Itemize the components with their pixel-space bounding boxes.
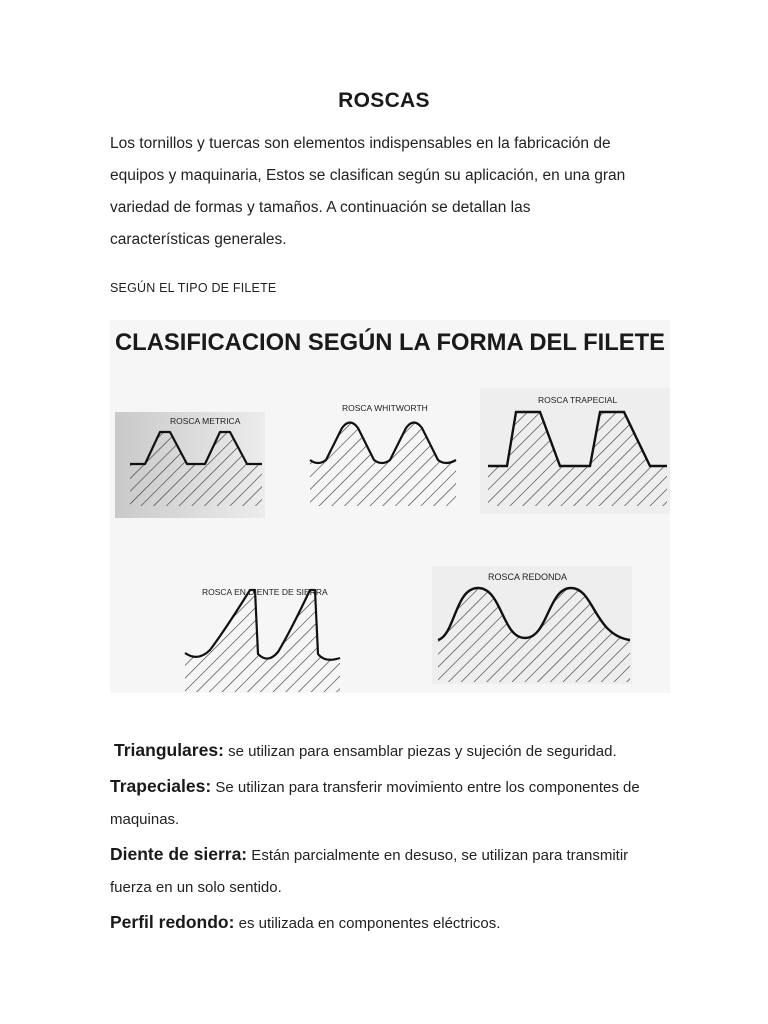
- thread-classification-figure: [110, 320, 670, 693]
- intro-line: Los tornillos y tuercas son elementos indispensables en la fabricación de: [110, 135, 611, 152]
- intro-line: variedad de formas y tamaños. A continuación se detallan las: [110, 199, 531, 216]
- metric-thread-profile: [115, 412, 265, 518]
- round-thread-label: ROSCA REDONDA: [488, 572, 568, 582]
- type-description: Se utilizan para transferir movimiento entre los componentes de maquinas.: [110, 779, 640, 828]
- type-item-triangulares: [114, 734, 617, 768]
- whitworth-thread-label: ROSCA WHITWORTH: [342, 403, 428, 413]
- round-thread-profile: [432, 566, 632, 684]
- type-term: Diente de sierra:: [110, 844, 248, 864]
- buttress-thread-label: ROSCA EN DIENTE DE SIERRA: [202, 587, 328, 597]
- type-term: Perfil redondo:: [110, 912, 235, 932]
- section-subheading: SEGÚN EL TIPO DE FILETE: [110, 281, 277, 295]
- intro-line: equipos y maquinaria, Estos se clasifican según su aplicación, en una gran: [110, 167, 626, 184]
- trapezoidal-thread-label: ROSCA TRAPECIAL: [538, 395, 618, 405]
- figure-title: CLASIFICACION SEGÚN LA FORMA DEL FILETE: [115, 329, 670, 356]
- type-description: es utilizada en componentes eléctricos.: [234, 915, 501, 932]
- type-term: Trapeciales:: [110, 776, 212, 796]
- page-title: ROSCAS: [338, 89, 430, 112]
- type-description: se utilizan para ensamblar piezas y sujeción de seguridad.: [223, 743, 617, 760]
- trapezoidal-thread-profile: [480, 388, 670, 514]
- thread-profiles-diagram: [110, 320, 670, 693]
- intro-line: características generales.: [110, 231, 287, 248]
- whitworth-thread-profile: [310, 403, 456, 506]
- type-item-perfil-redondo: [110, 906, 500, 940]
- metric-thread-label: ROSCA METRICA: [170, 416, 241, 426]
- buttress-thread-profile: [185, 587, 340, 692]
- type-term: Triangulares:: [114, 740, 224, 760]
- type-description: Están parcialmente en desuso, se utilizan para transmitir fuerza en un solo sentido.: [110, 847, 629, 896]
- type-item-diente-de-sierra: [110, 838, 670, 904]
- intro-paragraph: [110, 128, 670, 256]
- type-item-trapeciales: [110, 770, 670, 836]
